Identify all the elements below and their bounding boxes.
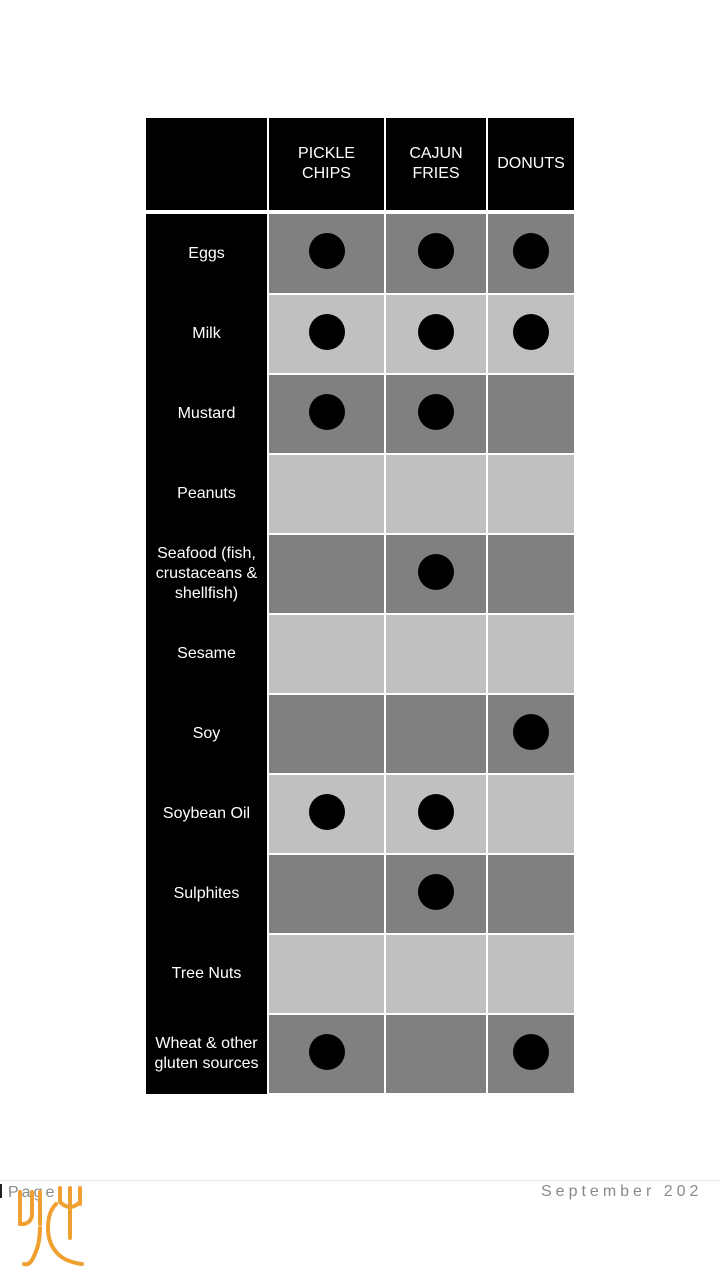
allergen-label: Wheat & other gluten sources [146,1014,268,1094]
table-body [146,214,574,1094]
allergen-cell [487,534,574,614]
allergen-label: Eggs [146,214,268,294]
allergen-cell [268,694,385,774]
table-row [146,454,574,534]
allergen-label: Soy [146,694,268,774]
page-label-text: Page [8,1184,58,1201]
allergen-label: Soybean Oil [146,774,268,854]
filled-dot-icon [418,394,454,430]
allergen-cell [268,214,385,294]
filled-dot-icon [309,794,345,830]
allergen-cell [487,934,574,1014]
table-row [146,534,574,614]
allergen-cell [385,374,487,454]
filled-dot-icon [513,714,549,750]
table-row [146,614,574,694]
allergen-cell [385,694,487,774]
table-row [146,214,574,294]
allergen-label: Sesame [146,614,268,694]
column-header-label: CAJUN FRIES [409,145,463,182]
allergen-cell [385,214,487,294]
allergen-cell [268,774,385,854]
filled-dot-icon [418,314,454,350]
allergen-label: Peanuts [146,454,268,534]
allergen-label: Tree Nuts [146,934,268,1014]
allergen-label: Mustard [146,374,268,454]
column-header-label: DONUTS [497,155,565,172]
allergen-cell [487,214,574,294]
allergen-cell [268,614,385,694]
filled-dot-icon [309,394,345,430]
allergen-cell [268,534,385,614]
filled-dot-icon [309,233,345,269]
allergen-cell [385,534,487,614]
column-header-label: PICKLE CHIPS [298,145,355,182]
allergen-cell [268,1014,385,1094]
allergen-cell [487,614,574,694]
allergen-cell [268,294,385,374]
allergen-cell [385,1014,487,1094]
column-header-pickle-chips [268,118,385,210]
table-row [146,934,574,1014]
allergen-cell [385,854,487,934]
fork-knife-logo-icon [14,1184,94,1272]
allergen-cell [268,374,385,454]
table-row [146,294,574,374]
allergen-cell [487,694,574,774]
filled-dot-icon [418,233,454,269]
header-row [146,118,574,210]
allergen-cell [385,614,487,694]
filled-dot-icon [309,314,345,350]
page-bar [0,1184,2,1198]
filled-dot-icon [513,314,549,350]
allergen-cell [268,454,385,534]
table-row [146,374,574,454]
allergen-cell [385,934,487,1014]
footer-date: September 202 [541,1183,703,1200]
allergen-cell [268,934,385,1014]
filled-dot-icon [513,233,549,269]
allergen-label: Seafood (fish, crustaceans & shellfish) [146,534,268,614]
filled-dot-icon [309,1034,345,1070]
allergen-cell [487,294,574,374]
allergen-table [146,118,574,1095]
footer-divider [0,1180,720,1181]
allergen-cell [487,374,574,454]
allergen-label: Sulphites [146,854,268,934]
table-row [146,1014,574,1094]
allergen-cell [385,454,487,534]
allergen-cell [487,454,574,534]
table-row [146,774,574,854]
column-header-donuts [487,118,574,210]
allergen-cell [487,1014,574,1094]
filled-dot-icon [418,874,454,910]
allergen-cell [487,854,574,934]
table-row [146,854,574,934]
header-corner [146,118,268,210]
column-header-cajun-fries [385,118,487,210]
table-row [146,694,574,774]
allergen-cell [385,774,487,854]
allergen-cell [487,774,574,854]
allergen-label: Milk [146,294,268,374]
filled-dot-icon [418,554,454,590]
allergen-cell [268,854,385,934]
allergen-cell [385,294,487,374]
filled-dot-icon [418,794,454,830]
filled-dot-icon [513,1034,549,1070]
